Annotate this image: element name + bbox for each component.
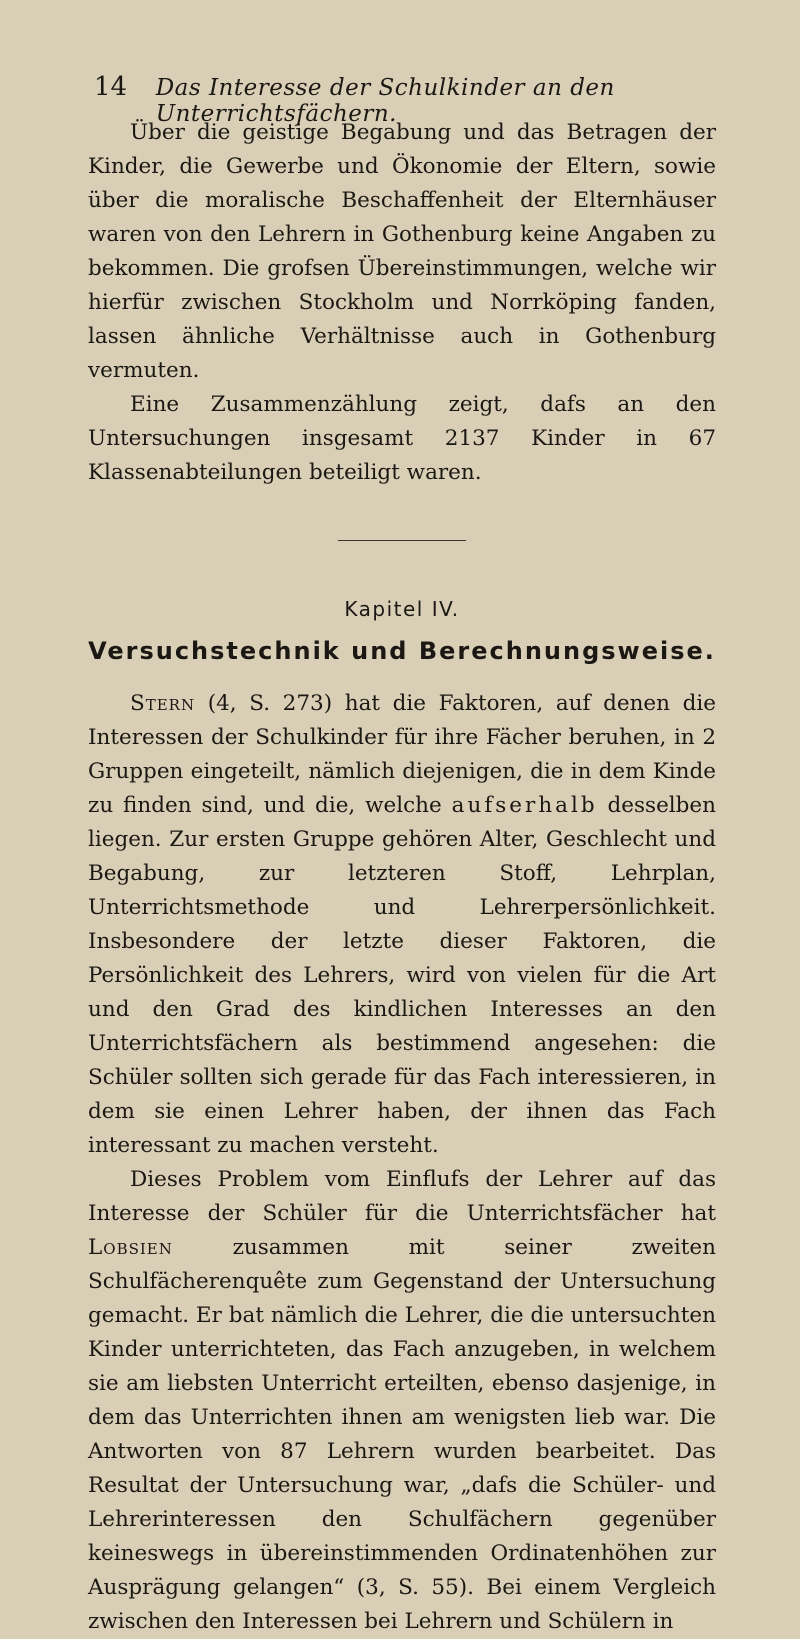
paragraph-stern-text-1: (4, S. 273) hat die Faktoren, auf denen die Interessen der Schulkinder für ihre Fächer beruhen, in 2 Gruppen eingeteilt, nämlich diejenigen, die in dem Kinde zu finden sind, und die, welche: [88, 691, 716, 818]
paragraph-total-children: Eine Zusammenzählung zeigt, dafs an den Untersuchungen insgesamt 2137 Kinder in 67 Klassenabteilungen beteiligt waren.: [88, 392, 716, 485]
paragraph-lobsien-text-2: zusammen mit seiner zweiten Schulfächerenquête zum Gegenstand der Untersuchung gemacht. Er bat nämlich die Lehrer, die die untersuchten Kinder unterrichteten, das Fach anzugeben, in welchem sie am liebsten Unterricht erteilten, ebenso dasjenige, in dem das Unterrichten ihnen am wenigsten lieb war. Die Antworten von 87 Lehrern wurden bearbeitet. Das Resultat der Untersuchung war, „dafs die Schüler- und Lehrerinteressen den Schulfächern gegenüber keineswegs in übereinstimmenden Ordinatenhöhen zur Ausprägung gelangen“ (3, S. 55). Bei einem Vergleich zwischen den Interessen bei Lehrern und Schülern in: [88, 1235, 716, 1634]
paragraph-stern-text-2: desselben liegen. Zur ersten Gruppe gehören Alter, Geschlecht und Begabung, zur letzteren Stoff, Lehrplan, Unterrichtsmethode und Lehrerpersönlichkeit. Insbesondere der letzte dieser Faktoren, die Persönlichkeit des Lehrers, wird von vielen für die Art und den Grad des kindlichen Interesses an den Unterrichtsfächern als bestimmend angesehen: die Schüler sollten sich gerade für das Fach interessieren, in dem sie einen Lehrer haben, der ihnen das Fach interessant zu machen versteht.: [88, 793, 716, 1158]
paragraph-lobsien-text-1: Dieses Problem vom Einflufs der Lehrer auf das Interesse der Schüler für die Unterrichtsfächer hat: [88, 1167, 716, 1226]
author-lobsien: Lobsien: [88, 1235, 173, 1260]
page-number: 14: [94, 72, 128, 102]
running-title: Das Interesse der Schulkinder an den Unterrichtsfächern.: [155, 75, 615, 127]
section-divider: [338, 540, 466, 541]
paragraph-gothenburg: Über die geistige Begabung und das Betragen der Kinder, die Gewerbe und Ökonomie der Eltern, sowie über die moralische Beschaffenheit der Elternhäuser waren von den Lehrern in Gothenburg keine Angaben zu bekommen. Die grofsen Übereinstimmungen, welche wir hierfür zwischen Stockholm und Norrköping fanden, lassen ähnliche Verhältnisse auch in Gothenburg vermuten.: [88, 120, 716, 383]
chapter-label: Kapitel IV.: [344, 597, 460, 621]
running-head: [88, 72, 716, 127]
chapter-title: Versuchstechnik und Berechnungsweise.: [88, 637, 716, 665]
paragraph-lobsien: [88, 1163, 716, 1639]
emphasis-aufserhalb: aufserhalb: [451, 793, 598, 818]
paragraph-stern: [88, 687, 716, 1163]
author-stern: Stern: [130, 691, 196, 716]
